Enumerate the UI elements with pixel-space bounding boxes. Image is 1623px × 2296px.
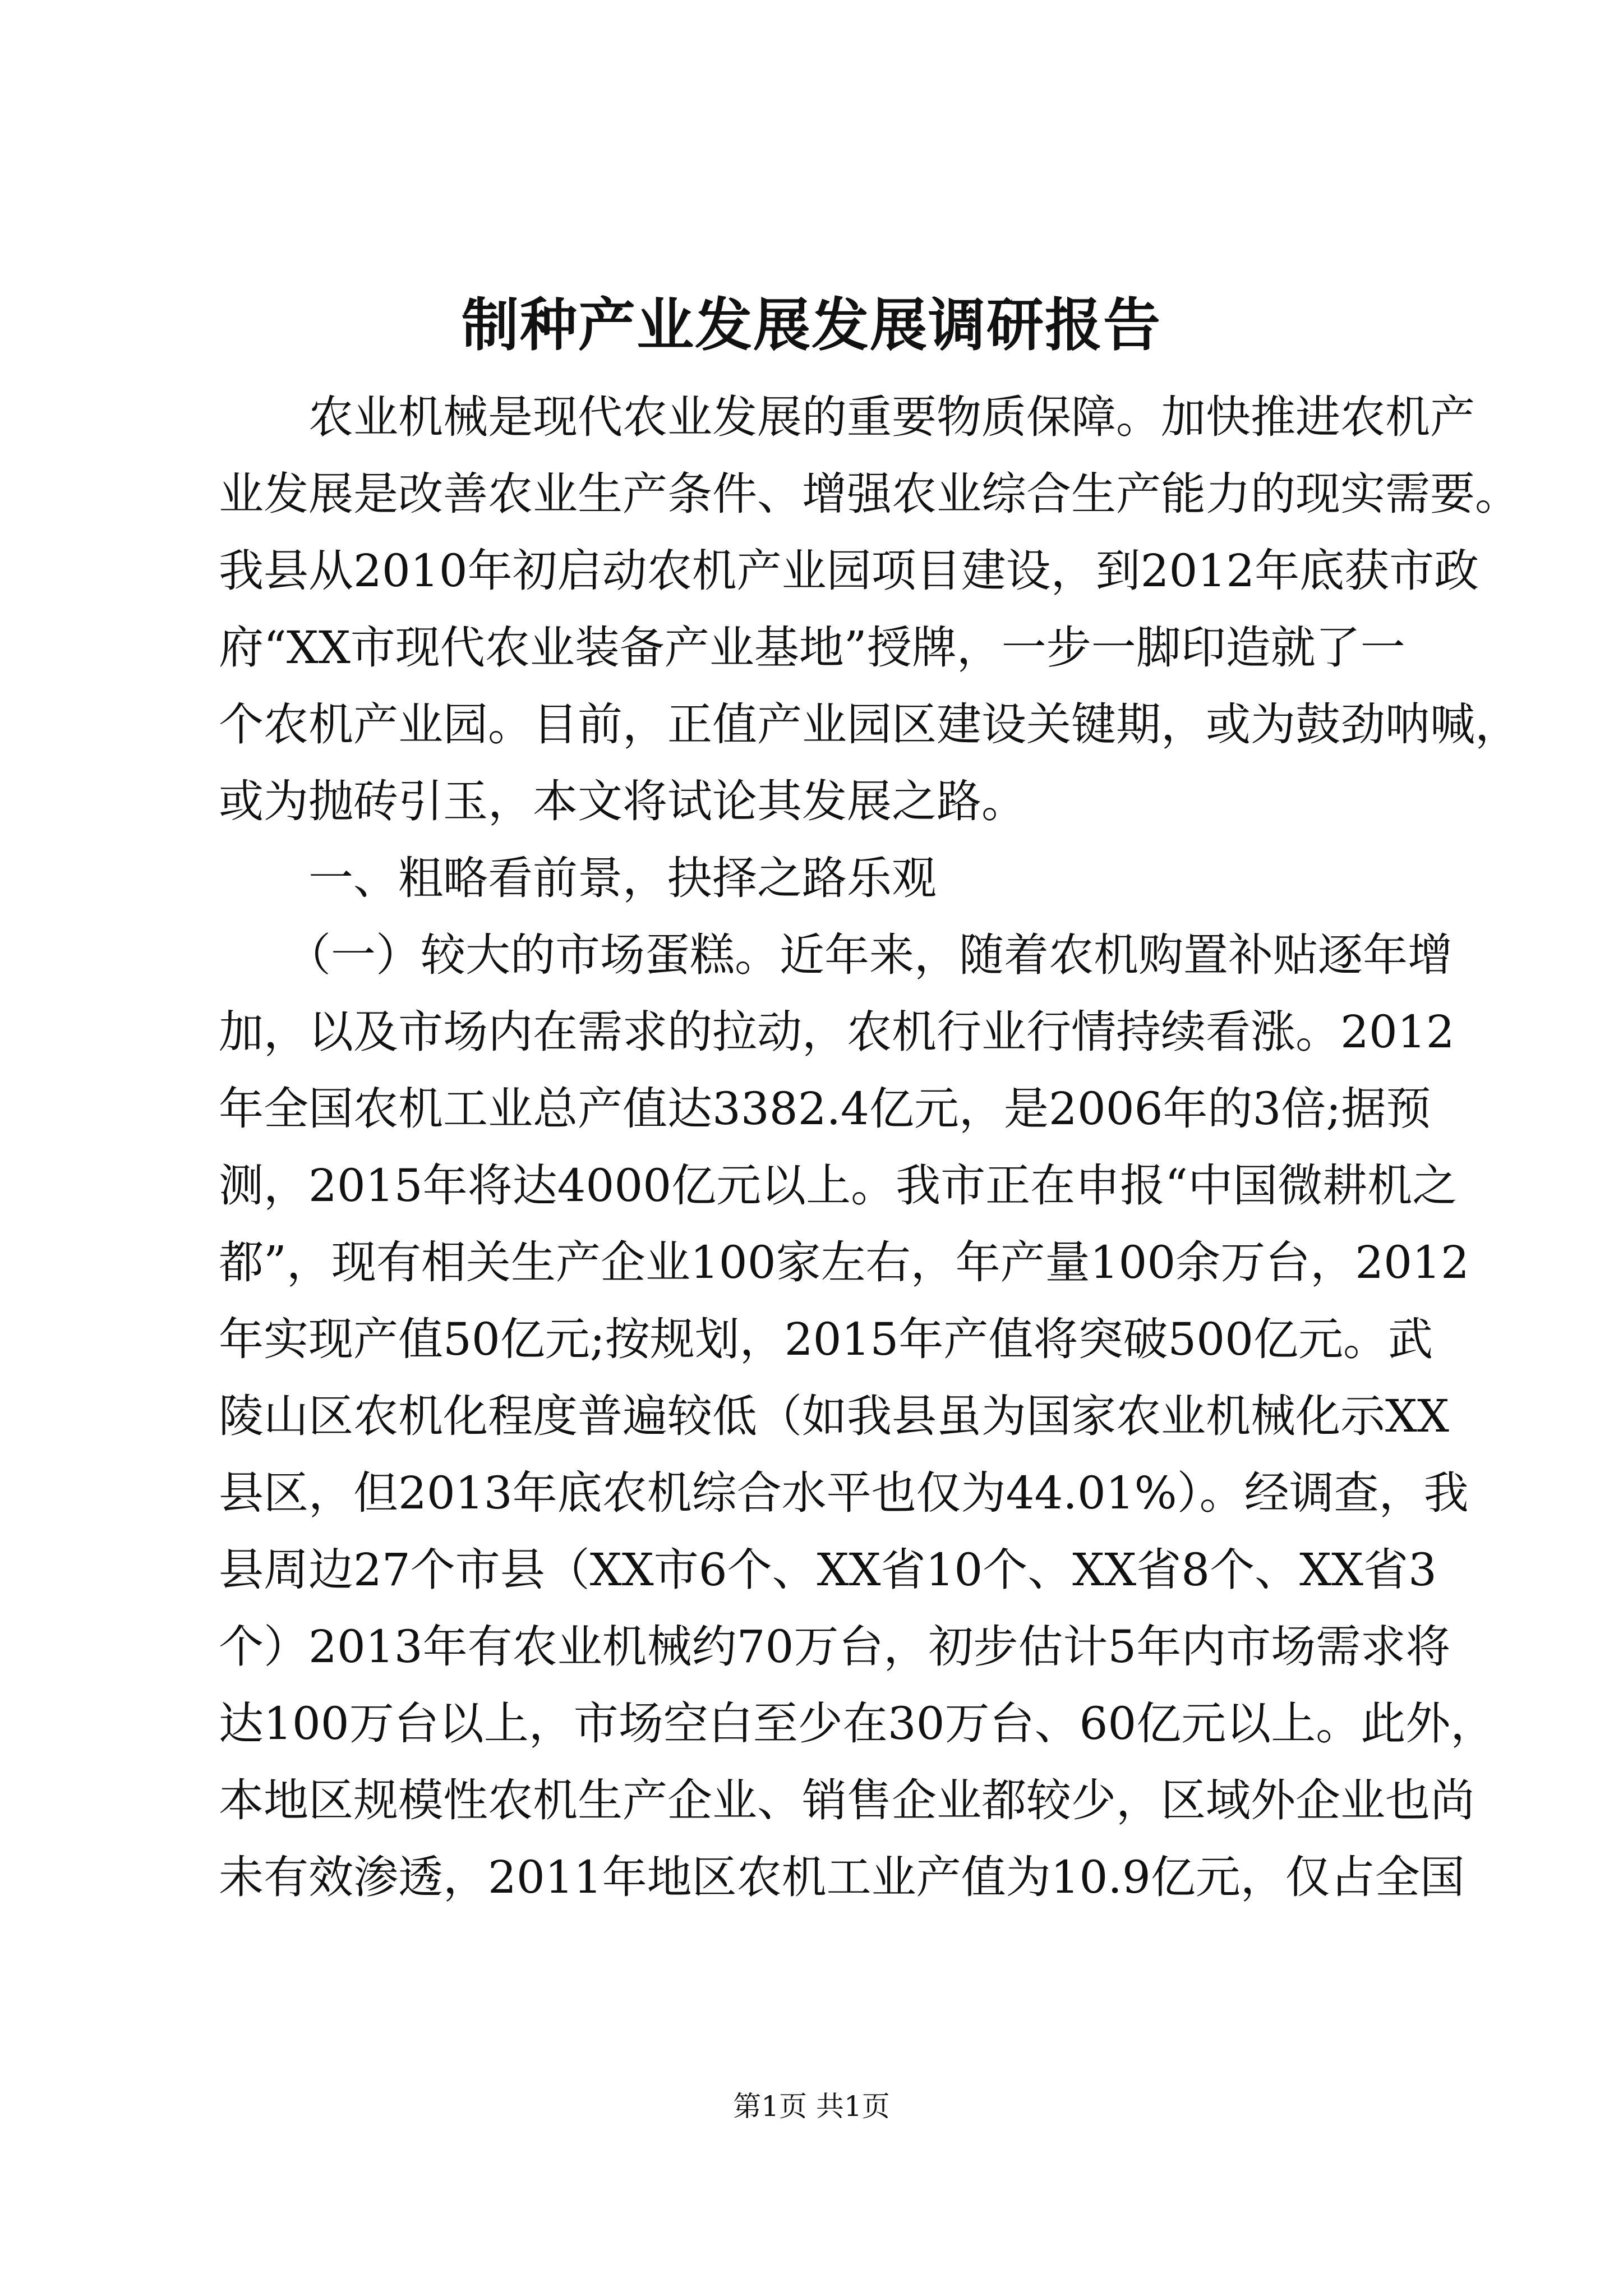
body-line: 陵山区农机化程度普遍较低（如我县虽为国家农业机械化示XX	[219, 1390, 1449, 1442]
body-line: 或为抛砖引玉，本文将试论其发展之路。	[219, 775, 1026, 827]
body-line: 年实现产值50亿元;按规划，2015年产值将突破500亿元。武	[219, 1313, 1433, 1365]
body-line: 都”，现有相关生产企业100家左右，年产量100余万台，2012	[219, 1236, 1469, 1289]
body-line: 农业机械是现代农业发展的重要物质保障。加快推进农机产	[219, 391, 1475, 443]
body-line: 年全国农机工业总产值达3382.4亿元，是2006年的3倍;据预	[219, 1083, 1431, 1135]
body-line: 个）2013年有农业机械约70万台，初步估计5年内市场需求将	[219, 1621, 1451, 1673]
page-number-footer: 第1页 共1页	[733, 2090, 890, 2123]
body-line: 未有效渗透，2011年地区农机工业产值为10.9亿元，仅占全国	[219, 1851, 1465, 1903]
body-line: 县区，但2013年底农机综合水平也仅为44.01%）。经调查，我	[219, 1467, 1469, 1519]
document-body	[219, 379, 1520, 1916]
body-line: 我县从2010年初启动农机产业园项目建设，到2012年底获市政	[219, 545, 1479, 597]
body-line: 达100万台以上，市场空白至少在30万台、60亿元以上。此外，	[219, 1697, 1496, 1750]
body-line: 府“XX市现代农业装备产业基地”授牌，一步一脚印造就了一	[219, 622, 1405, 674]
body-line: 本地区规模性农机生产企业、销售企业都较少，区域外企业也尚	[219, 1774, 1475, 1826]
body-line: 业发展是改善农业生产条件、增强农业综合生产能力的现实需要。	[219, 468, 1520, 520]
section-heading: 一、粗略看前景，抉择之路乐观	[219, 852, 937, 904]
body-line: 加，以及市场内在需求的拉动，农机行业行情持续看涨。2012	[219, 1006, 1455, 1058]
body-line: 县周边27个市县（XX市6个、XX省10个、XX省8个、XX省3	[219, 1544, 1437, 1596]
body-line: （一）较大的市场蛋糕。近年来，随着农机购置补贴逐年增	[219, 929, 1453, 981]
body-line: 测，2015年将达4000亿元以上。我市正在申报“中国微耕机之	[219, 1159, 1458, 1212]
document-title: 制种产业发展发展调研报告	[462, 292, 1161, 359]
body-line: 个农机产业园。目前，正值产业园区建设关键期，或为鼓劲呐喊，	[219, 698, 1520, 751]
